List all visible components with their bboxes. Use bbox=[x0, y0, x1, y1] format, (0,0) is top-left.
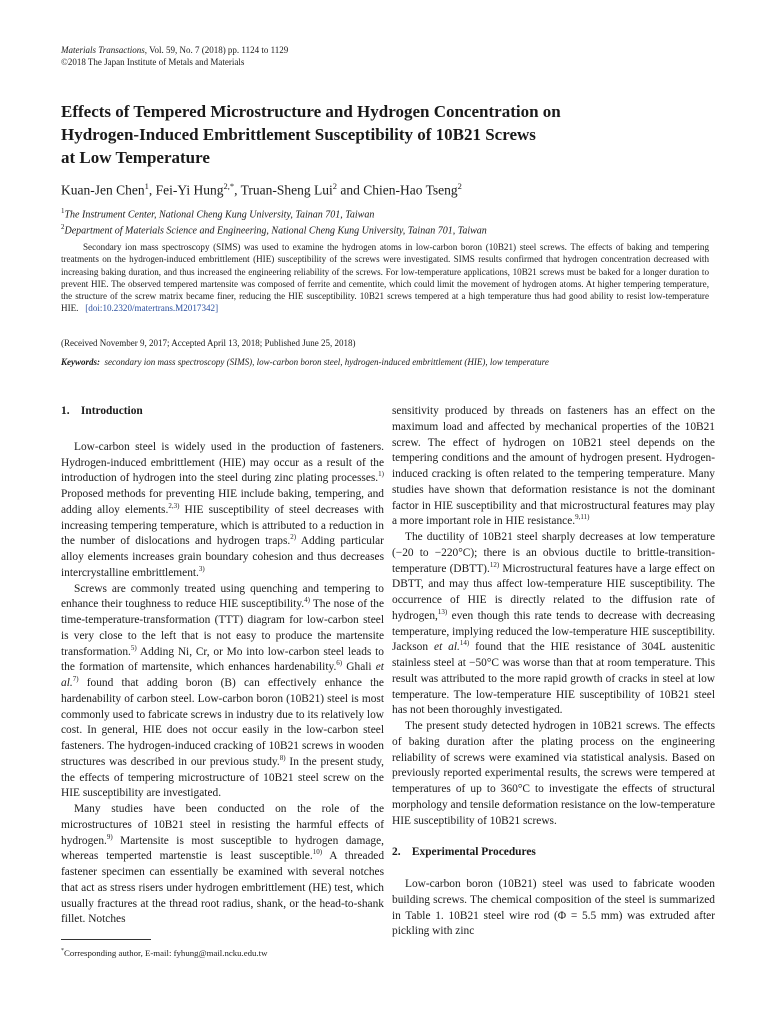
affiliation: $^2$Department of Materials Science and Engineering, National Cheng Kung University, Tainan 701, Taiwan bbox=[61, 223, 487, 237]
paragraph: Screws are commonly treated using quenching and tempering to enhance their toughness to reduce HIE susceptibility.$^{4)}$ The nose of the time-temperature-transformation (TTT) diagram for low-carbon steel is very close to the left that is not easy to produce the martensite transformation.$^{5)}$ Adding Ni, Cr, or Mo into low-carbon steel leads to the formation of martensite, which enhances hardenability.$^{6)}$ Ghali et al.$^{7)}$ found that adding boron (B) can effectively enhance the hardenability of carbon steel. Low-carbon boron (10B21) steel is most commonly used to fabricate screws in industry due to its relatively low cost. In general, HIE does not occur easily in the low-carbon steel fasteners. The hydrogen-induced cracking of 10B21 screws in wooden structures was described in our previous study.$^{8)}$ In the present study, the effects of tempering microstructure of 10B21 steel screw on the HIE susceptibility are investigated. bbox=[61, 582, 384, 800]
journal-header bbox=[61, 44, 288, 68]
corresponding-author: Corresponding author, E-mail: fyhung@mail.ncku.edu.tw bbox=[64, 947, 268, 958]
doi-link[interactable]: [doi:10.2320/matertrans.M2017342] bbox=[85, 303, 219, 314]
author-affil-mark: 2 bbox=[332, 181, 338, 191]
paragraph: The present study detected hydrogen in 10B21 screws. The effects of baking duration after the plating process on the engineering reliability of screws were examined via statistical analysis. Based on previously reported experimental results, the screws were tempered at temperatures of up to 360°C to investigate the effects of structural morphology and tensile deformation resistance on the low-temperature HIE susceptibility of 10B21 screws. bbox=[392, 720, 715, 827]
paragraph: Many studies have been conducted on the role of the microstructures of 10B21 steel in resisting the harmful effects of hydrogen.$^{9)}$ Martensite is most susceptible to hydrogen damage, whereas temperted martenstie is least susceptible.$^{10)}$ A threaded fastener specimen can essentially be examined with several notches that act as stress risers under hydrogen embrittlement (HE) test, which usually fractures at the thread root radius, shank, or the head-to-shank fillet. Notches bbox=[61, 803, 385, 926]
paragraph: sensitivity produced by threads on fasteners has an effect on the maximum load and affected by mechanical properties of the 10B21 screw. The effect of hydrogen on 10B21 steel depends on the tempering conditions and the amount of hydrogen present. Hydrogen-induced cracking is often related to the tempering temperature. Many studies have shown that deformation resistance is not the dominant factor in HIE susceptibility and that microstructural features may play a more important role in HIE resistance.$^{9,11)}$ bbox=[392, 405, 715, 528]
author-list bbox=[61, 177, 462, 200]
paragraph: Low-carbon steel is widely used in the production of fasteners. Hydrogen-induced embrittlement (HIE) may occur as a result of the introduction of hydrogen into the steel during zinc plating processes.$^{1)}$ Proposed methods for preventing HIE include baking, tempering, and adding alloy elements.$^{2,3)}$ HIE susceptibility of steel decreases with increasing tempering temperature, which is attributed to a reduction in the number of dislocations and hydrogen traps.$^{2)}$ Adding particular alloy elements increases grain boundary cohesion and thus decreases intercrystalline embrittlement.$^{3)}$ bbox=[61, 440, 384, 579]
author-name: , Truan-Sheng Lui bbox=[234, 182, 333, 198]
affiliation: $^1$The Instrument Center, National Cheng Kung University, Tainan 701, Taiwan bbox=[61, 207, 375, 221]
right-column bbox=[392, 404, 715, 940]
journal-name: Materials Transactions bbox=[61, 45, 145, 55]
author-affil-mark: 1 bbox=[144, 181, 149, 191]
affiliations bbox=[61, 205, 487, 238]
journal-details: , Vol. 59, No. 7 (2018) pp. 1124 to 1129 bbox=[144, 45, 289, 55]
title-line: Hydrogen-Induced Embrittlement Susceptibility of 10B21 Screws bbox=[61, 125, 536, 144]
footnote-rule bbox=[61, 939, 151, 940]
left-column bbox=[61, 404, 384, 928]
author-name: Kuan-Jen Chen bbox=[61, 182, 145, 198]
copyright: ©2018 The Japan Institute of Metals and Materials bbox=[61, 57, 245, 67]
keywords-label: Keywords: bbox=[61, 357, 100, 367]
received-dates: (Received November 9, 2017; Accepted April 13, 2018; Published June 25, 2018) bbox=[61, 338, 356, 348]
abstract-text: Secondary ion mass spectroscopy (SIMS) was used to examine the hydrogen atoms in low-carbon boron (10B21) steel screws. The effects of baking and tempering treatments on the hydrogen-induced embrittlement (HIE) susceptibility of the screws were investigated. SIMS results confirmed that hydrogen concentration decreased with increasing baking duration, and thus increased the engineering reliability of the screws. For low-temperature applications, 10B21 screws must be baked for a longer duration to prevent HIE. The observed tempered martensite was composed of ferrite and cementite, which could limit the movement of hydrogen atoms. At higher tempering temperature, the structure of the screw matrix became finer, reducing the HIE susceptibility. 10B21 screws tempered at a high temperature thus had good ability to resist low-temperature HIE. bbox=[61, 242, 709, 314]
keywords-text: secondary ion mass spectroscopy (SIMS), low-carbon boron steel, hydrogen-induced embrittlement (HIE), low temperature bbox=[104, 357, 549, 367]
abstract bbox=[61, 241, 709, 315]
section-heading-experimental: 2. Experimental Procedures bbox=[392, 846, 536, 859]
title-line: Effects of Tempered Microstructure and Hydrogen Concentration on bbox=[61, 102, 561, 121]
paper-title bbox=[61, 100, 711, 169]
author-affil-mark: 2 bbox=[457, 181, 462, 191]
section-heading-introduction: 1. Introduction bbox=[61, 405, 143, 417]
paragraph: The ductility of 10B21 steel sharply decreases at low temperature (−20 to −220°C); there is an obvious ductile to brittle-transition-temperature (DBTT).$^{12)}$ Microstructural features have a large effect on DBTT, and may thus affect low-temperature HIE susceptibility. The occurrence of HIE is directly related to the diffusion rate of hydrogen,$^{13)}$ even though this rate tends to decrease with decreasing temperature, implying reduced the low-temperature HIE susceptibility. Jackson et al.$^{14)}$ found that the HIE resistance of 304L austenitic stainless steel at −50°C was worse than that at room temperature. This result was attributed to the more rapid growth of cracks in steel at low temperature. The low-temperature HIE susceptibility of 10B21 steel has not been thoroughly investigated. bbox=[392, 531, 715, 717]
author-affil-mark: 2,* bbox=[223, 181, 235, 191]
author-name: , Fei-Yi Hung bbox=[148, 182, 224, 198]
keywords bbox=[61, 356, 549, 368]
title-line: at Low Temperature bbox=[61, 148, 210, 167]
paragraph: Low-carbon boron (10B21) steel was used to fabricate wooden building screws. The chemical composition of the steel is summarized in Table 1. 10B21 steel wire rod (Φ = 5.5 mm) was extruded after pickling with zinc bbox=[392, 878, 715, 938]
footnote: *Corresponding author, E-mail: fyhung@mail.ncku.edu.tw bbox=[61, 947, 268, 958]
author-name: and Chien-Hao Tseng bbox=[337, 182, 458, 198]
